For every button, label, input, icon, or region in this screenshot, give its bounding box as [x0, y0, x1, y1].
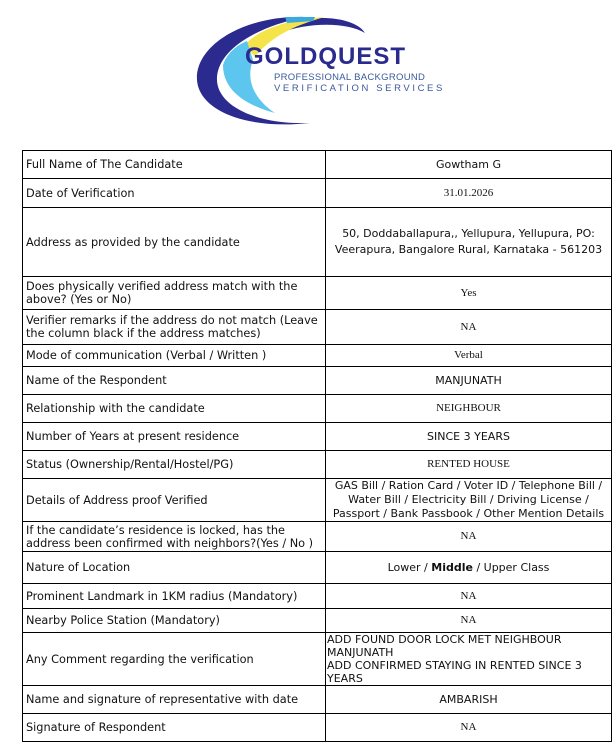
row-label: Date of Verification — [23, 179, 326, 208]
table-row — [23, 179, 612, 208]
row-value: SINCE 3 YEARS — [326, 423, 612, 451]
logo-tagline-1: PROFESSIONAL BACKGROUND — [274, 72, 426, 83]
row-value — [326, 552, 612, 584]
table-row — [23, 151, 612, 179]
row-value: NA — [326, 310, 612, 345]
nature-upper: / Upper Class — [472, 561, 550, 574]
row-value: 50, Doddaballapura,, Yellupura, Yellupura, PO: Veerapura, Bangalore Rural, Karnataka - 561203 — [326, 208, 612, 277]
logo-name: GOLDQUEST — [245, 43, 407, 70]
comment-line-1: ADD FOUND DOOR LOCK MET NEIGHBOUR MANJUNATH — [327, 633, 562, 659]
row-label: Any Comment regarding the verification — [23, 633, 326, 686]
table-row — [23, 686, 612, 714]
row-label: Name of the Respondent — [23, 367, 326, 395]
table-row — [23, 395, 612, 423]
row-label: Relationship with the candidate — [23, 395, 326, 423]
row-label: Details of Address proof Verified — [23, 479, 326, 522]
row-value: AMBARISH — [326, 686, 612, 714]
table-row — [23, 633, 612, 686]
row-value: RENTED HOUSE — [326, 451, 612, 479]
row-value: MANJUNATH — [326, 367, 612, 395]
row-label: Prominent Landmark in 1KM radius (Mandatory) — [23, 584, 326, 609]
row-label: Address as provided by the candidate — [23, 208, 326, 277]
row-label: Does physically verified address match with the above? (Yes or No) — [23, 277, 326, 310]
row-label: Full Name of The Candidate — [23, 151, 326, 179]
table-row — [23, 208, 612, 277]
row-label: Signature of Respondent — [23, 714, 326, 742]
row-label: Name and signature of representative with date — [23, 686, 326, 714]
row-label: If the candidate’s residence is locked, has the address been confirmed with neighbors?(Yes / No ) — [23, 522, 326, 552]
row-label: Number of Years at present residence — [23, 423, 326, 451]
row-value: NA — [326, 609, 612, 633]
row-value: GAS Bill / Ration Card / Voter ID / Telephone Bill / Water Bill / Electricity Bill / Driving License / Passport / Bank Passbook / Other Mention Details — [326, 479, 612, 522]
logo-tagline-2: VERIFICATION SERVICES — [274, 83, 445, 94]
table-row — [23, 423, 612, 451]
row-value — [326, 633, 612, 686]
nature-selected: Middle — [431, 561, 473, 574]
table-row — [23, 277, 612, 310]
verification-table — [22, 150, 612, 742]
table-row — [23, 310, 612, 345]
table-row — [23, 714, 612, 742]
table-row — [23, 584, 612, 609]
row-value: NA — [326, 714, 612, 742]
table-row — [23, 451, 612, 479]
row-label: Mode of communication (Verbal / Written ) — [23, 345, 326, 367]
row-value: NA — [326, 584, 612, 609]
nature-lower: Lower / — [387, 561, 432, 574]
table-row — [23, 609, 612, 633]
table-row — [23, 367, 612, 395]
comment-line-2: ADD CONFIRMED STAYING IN RENTED SINCE 3 YEARS — [327, 659, 582, 685]
row-label: Nature of Location — [23, 552, 326, 584]
row-label: Verifier remarks if the address do not match (Leave the column black if the address matches) — [23, 310, 326, 345]
table-row — [23, 522, 612, 552]
table-row — [23, 552, 612, 584]
row-value: 31.01.2026 — [326, 179, 612, 208]
row-value: Verbal — [326, 345, 612, 367]
row-label: Status (Ownership/Rental/Hostel/PG) — [23, 451, 326, 479]
table-row — [23, 345, 612, 367]
row-value: NEIGHBOUR — [326, 395, 612, 423]
row-label: Nearby Police Station (Mandatory) — [23, 609, 326, 633]
row-value: Gowtham G — [326, 151, 612, 179]
row-value: NA — [326, 522, 612, 552]
row-value: Yes — [326, 277, 612, 310]
table-row — [23, 479, 612, 522]
